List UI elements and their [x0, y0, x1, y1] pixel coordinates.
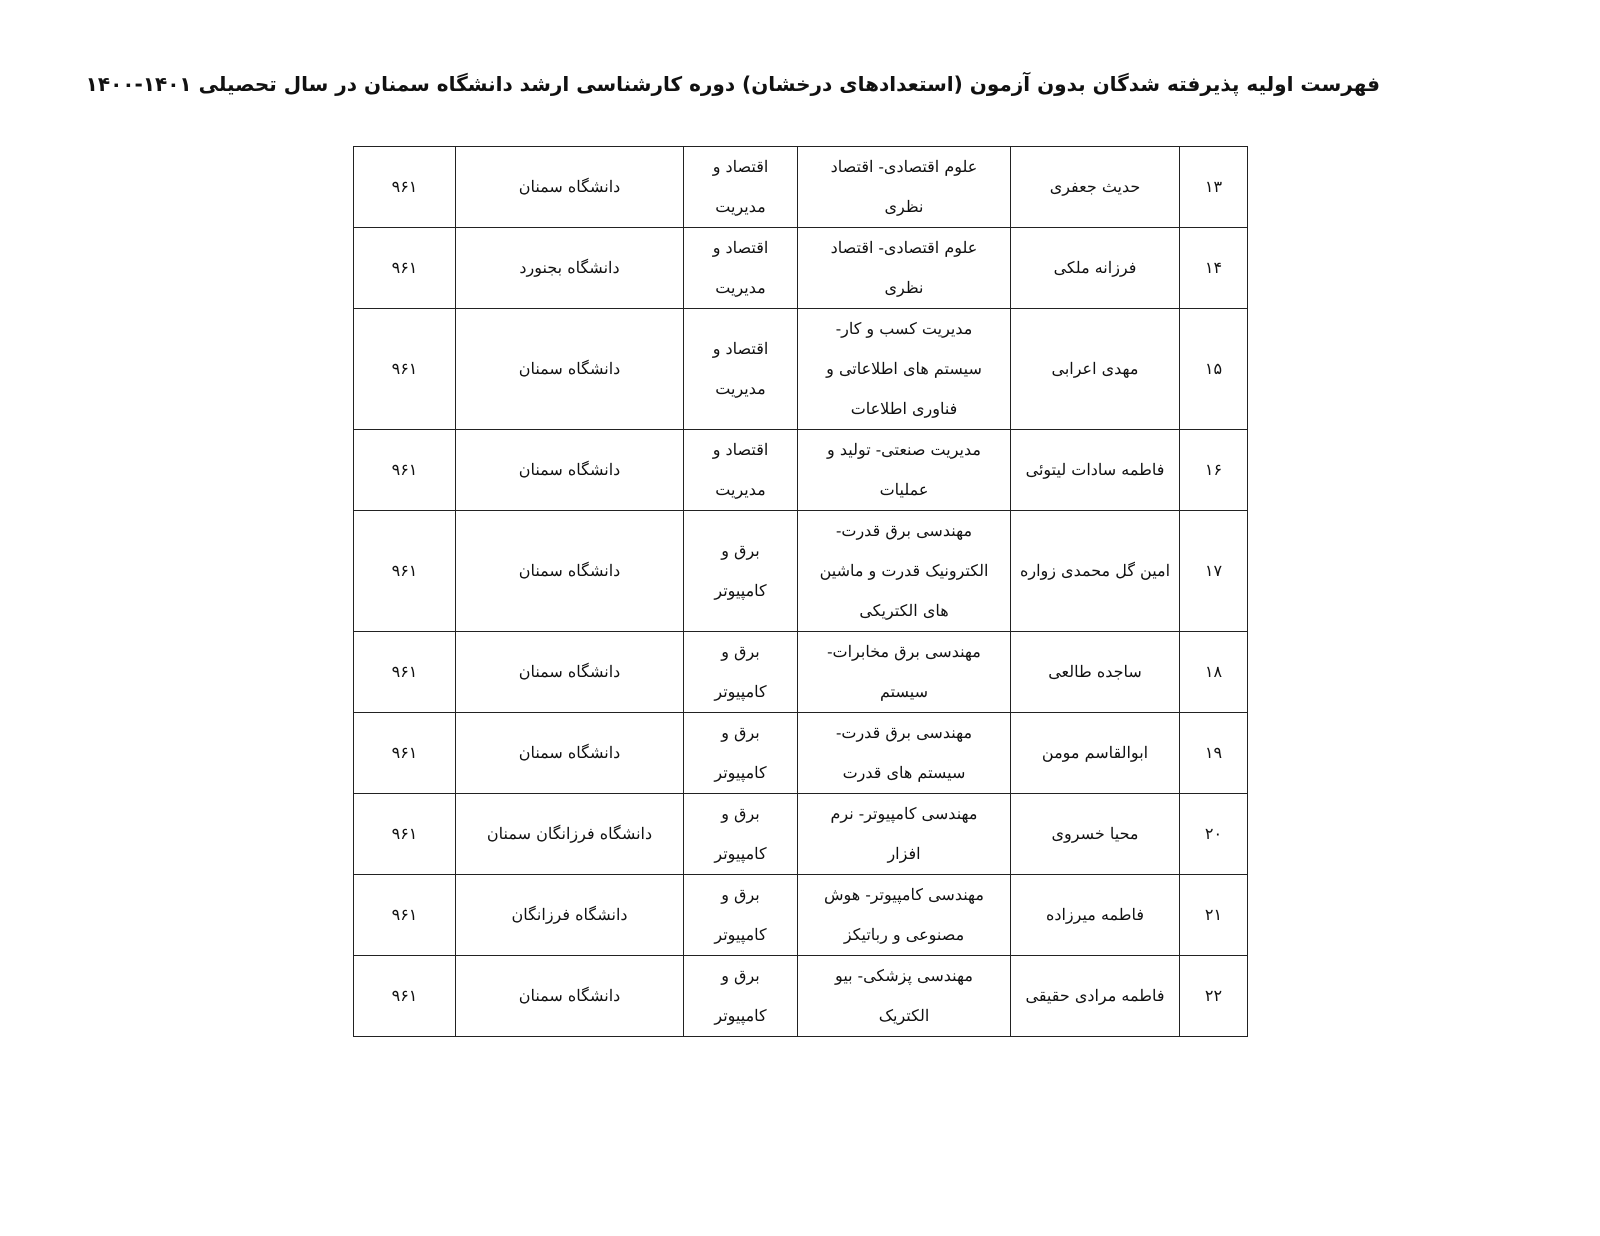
student-name: امین گل محمدی زواره: [1011, 511, 1180, 632]
faculty-group: اقتصاد و مدیریت: [684, 430, 798, 511]
row-number: ۱۵: [1180, 309, 1248, 430]
code: ۹۶۱: [354, 147, 456, 228]
page-title: فهرست اولیه پذیرفته شدگان بدون آزمون (استعدادهای درخشان) دوره کارشناسی ارشد دانشگاه سمنان در سال تحصیلی ۱۴۰۱-۱۴۰۰: [85, 72, 1380, 96]
code: ۹۶۱: [354, 794, 456, 875]
field-of-study: مهندسی برق قدرت- سیستم های قدرت: [798, 713, 1011, 794]
faculty-group: برق و کامپیوتر: [684, 632, 798, 713]
field-of-study: مهندسی برق قدرت- الکترونیک قدرت و ماشین های الکتریکی: [798, 511, 1011, 632]
field-of-study: مدیریت صنعتی- تولید و عملیات: [798, 430, 1011, 511]
table-row: [354, 875, 1248, 956]
faculty-group: برق و کامپیوتر: [684, 794, 798, 875]
university: دانشگاه سمنان: [456, 309, 684, 430]
university: دانشگاه سمنان: [456, 956, 684, 1037]
table-row: [354, 713, 1248, 794]
row-number: ۱۸: [1180, 632, 1248, 713]
row-number: ۲۰: [1180, 794, 1248, 875]
code: ۹۶۱: [354, 632, 456, 713]
university: دانشگاه فرزانگان: [456, 875, 684, 956]
faculty-group: برق و کامپیوتر: [684, 956, 798, 1037]
faculty-group: اقتصاد و مدیریت: [684, 309, 798, 430]
code: ۹۶۱: [354, 713, 456, 794]
table-row: [354, 309, 1248, 430]
table-row: [354, 794, 1248, 875]
university: دانشگاه سمنان: [456, 632, 684, 713]
field-of-study: مهندسی کامپیوتر- نرم افزار: [798, 794, 1011, 875]
student-name: فاطمه میرزاده: [1011, 875, 1180, 956]
field-of-study: مدیریت کسب و کار- سیستم های اطلاعاتی و فناوری اطلاعات: [798, 309, 1011, 430]
table-row: [354, 430, 1248, 511]
row-number: ۱۷: [1180, 511, 1248, 632]
student-name: ساجده طالعی: [1011, 632, 1180, 713]
code: ۹۶۱: [354, 430, 456, 511]
university: دانشگاه فرزانگان سمنان: [456, 794, 684, 875]
table-row: [354, 632, 1248, 713]
code: ۹۶۱: [354, 309, 456, 430]
university: دانشگاه سمنان: [456, 511, 684, 632]
table-row: [354, 511, 1248, 632]
field-of-study: علوم اقتصادی- اقتصاد نظری: [798, 147, 1011, 228]
faculty-group: اقتصاد و مدیریت: [684, 228, 798, 309]
student-name: فاطمه سادات لیتوئی: [1011, 430, 1180, 511]
university: دانشگاه سمنان: [456, 430, 684, 511]
admissions-table: [353, 146, 1248, 1037]
university: دانشگاه سمنان: [456, 713, 684, 794]
university: دانشگاه بجنورد: [456, 228, 684, 309]
student-name: محیا خسروی: [1011, 794, 1180, 875]
table-row: [354, 228, 1248, 309]
field-of-study: مهندسی پزشکی- بیو الکتریک: [798, 956, 1011, 1037]
row-number: ۲۲: [1180, 956, 1248, 1037]
student-name: حدیث جعفری: [1011, 147, 1180, 228]
university: دانشگاه سمنان: [456, 147, 684, 228]
student-name: ابوالقاسم مومن: [1011, 713, 1180, 794]
student-name: مهدی اعرابی: [1011, 309, 1180, 430]
faculty-group: برق و کامپیوتر: [684, 713, 798, 794]
field-of-study: مهندسی کامپیوتر- هوش مصنوعی و رباتیکز: [798, 875, 1011, 956]
field-of-study: علوم اقتصادی- اقتصاد نظری: [798, 228, 1011, 309]
code: ۹۶۱: [354, 956, 456, 1037]
faculty-group: برق و کامپیوتر: [684, 511, 798, 632]
faculty-group: برق و کامپیوتر: [684, 875, 798, 956]
row-number: ۲۱: [1180, 875, 1248, 956]
row-number: ۱۶: [1180, 430, 1248, 511]
code: ۹۶۱: [354, 511, 456, 632]
student-name: فاطمه مرادی حقیقی: [1011, 956, 1180, 1037]
table-row: [354, 956, 1248, 1037]
field-of-study: مهندسی برق مخابرات- سیستم: [798, 632, 1011, 713]
row-number: ۱۳: [1180, 147, 1248, 228]
table-row: [354, 147, 1248, 228]
faculty-group: اقتصاد و مدیریت: [684, 147, 798, 228]
code: ۹۶۱: [354, 875, 456, 956]
code: ۹۶۱: [354, 228, 456, 309]
student-name: فرزانه ملکی: [1011, 228, 1180, 309]
row-number: ۱۴: [1180, 228, 1248, 309]
row-number: ۱۹: [1180, 713, 1248, 794]
